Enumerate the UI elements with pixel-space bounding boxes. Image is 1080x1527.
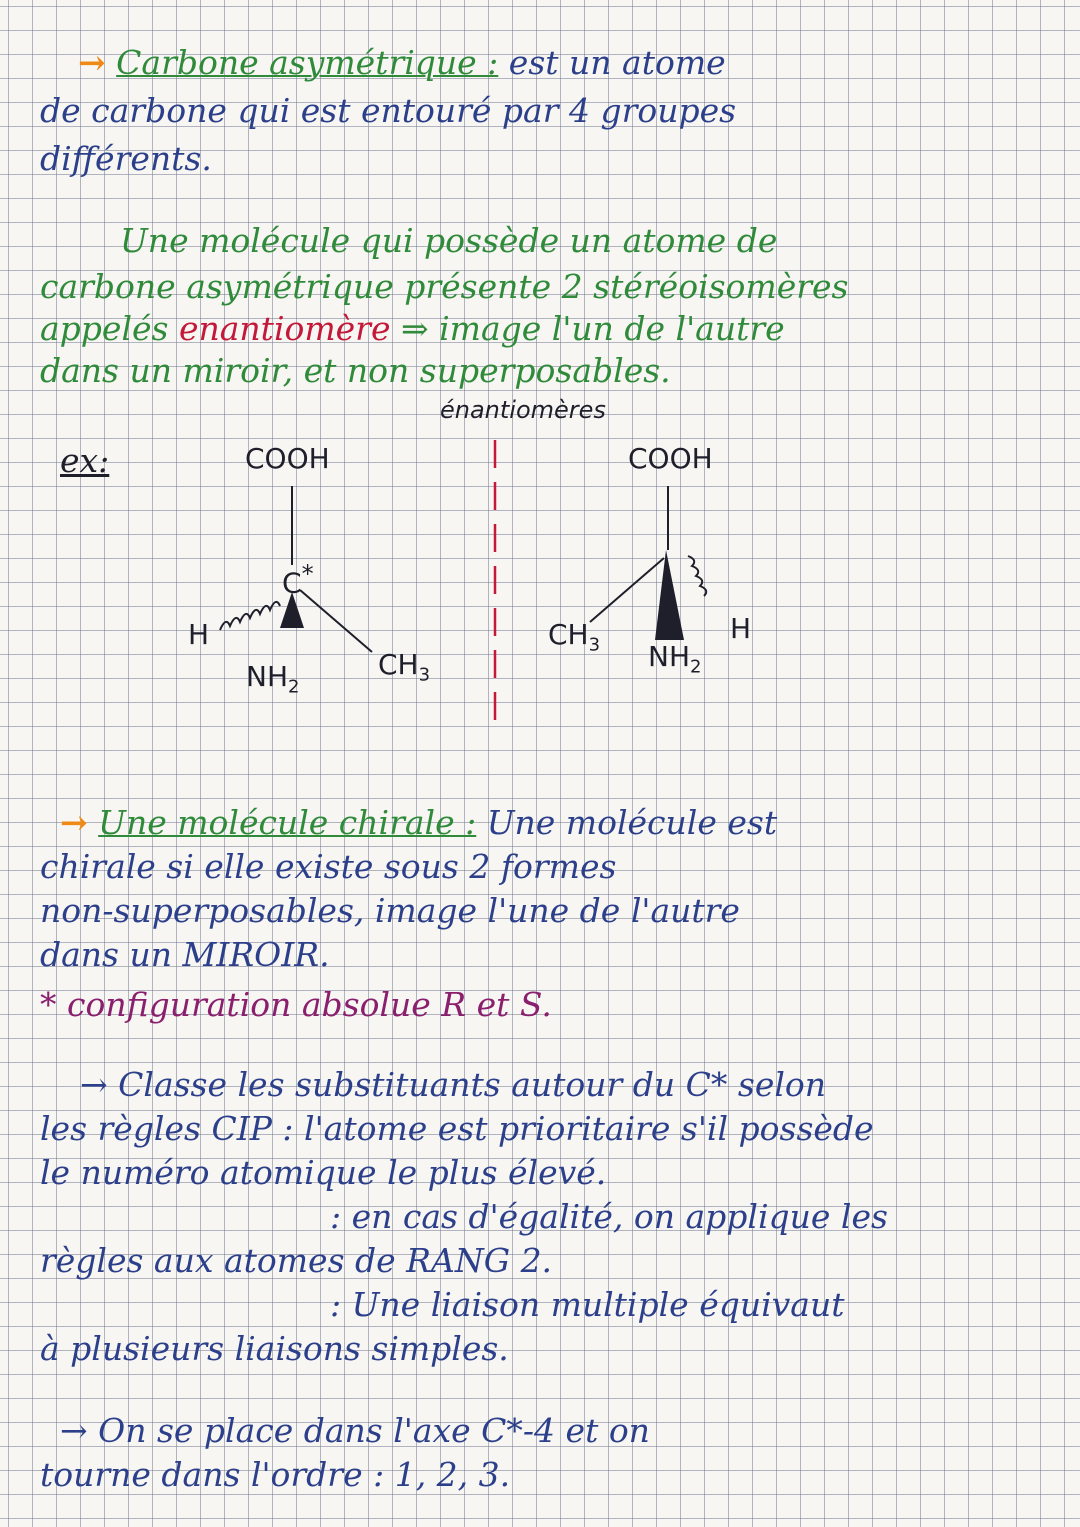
enantiomere-line4: dans un miroir, et non superposables. (40, 351, 671, 390)
left-nh2-sub: 2 (288, 676, 300, 698)
arrow-icon: → (60, 803, 88, 842)
arrow-icon: → (78, 43, 106, 82)
right-cooh: COOH (628, 442, 713, 475)
enantiomere-line1: Une molécule qui possède un atome de (120, 221, 778, 260)
chirale-line4: dans un MIROIR. (40, 935, 330, 974)
right-bond-left (590, 558, 664, 622)
cip-line6: : Une liaison multiple équivaut (330, 1285, 845, 1324)
right-nh2-sub: 2 (690, 656, 702, 678)
asymmetric-star: * (301, 560, 314, 588)
chirale-term: Une molécule chirale : (98, 803, 477, 842)
right-ch3-sub: 3 (588, 634, 601, 656)
cip-line2: les règles CIP : l'atome est prioritaire s'il possède (40, 1109, 874, 1148)
left-nh2-text: NH (246, 660, 288, 693)
chirale-line1 (60, 804, 777, 842)
cip-line4: : en cas d'égalité, on applique les (330, 1197, 888, 1236)
left-ch3 (378, 648, 430, 686)
left-cooh: COOH (245, 442, 330, 475)
left-ch3-sub: 3 (418, 664, 431, 686)
cip-line5: règles aux atomes de RANG 2. (40, 1241, 553, 1280)
carbone-def-line3: différents. (40, 139, 212, 178)
rotation-line2: tourne dans l'ordre : 1, 2, 3. (40, 1455, 511, 1494)
chirale-def-rest: Une molécule est (476, 803, 778, 842)
chirale-line2: chirale si elle existe sous 2 formes (40, 847, 617, 886)
right-nh2-text: NH (648, 640, 690, 673)
enantiomeres-caption: énantiomères (440, 396, 606, 424)
cip-line3: le numéro atomique le plus élevé. (40, 1153, 607, 1192)
configuration-heading: * configuration absolue R et S. (40, 985, 552, 1024)
carbone-def-rest: est un atome (498, 43, 726, 82)
left-ch3-text: CH (378, 648, 419, 681)
enantiomere-line2: carbone asymétrique présente 2 stéréoisomères (40, 267, 849, 306)
rotation-line1: → On se place dans l'axe C*-4 et on (60, 1411, 650, 1450)
right-ch3 (548, 618, 600, 656)
enantiomere-term: enantiomère (178, 309, 391, 348)
left-hash-bond (220, 602, 280, 630)
left-carbon (282, 560, 314, 599)
carbone-term: Carbone asymétrique : (116, 43, 499, 82)
left-h: H (188, 618, 210, 651)
carbone-def-line2: de carbone qui est entouré par 4 groupes (40, 91, 737, 130)
left-carbon-symbol: C (282, 566, 302, 600)
right-nh2 (648, 640, 701, 678)
enantiomere-line3-b: ⇒ image l'un de l'autre (390, 309, 785, 348)
right-hash-bond (688, 556, 706, 596)
cip-line7: à plusieurs liaisons simples. (40, 1329, 509, 1368)
left-nh2 (246, 660, 299, 698)
example-label: ex: (60, 441, 110, 480)
enantiomere-line3-a: appelés (40, 309, 179, 348)
right-wedge-bond (655, 550, 684, 640)
right-ch3-text: CH (548, 618, 589, 651)
chirale-line3: non-superposables, image l'une de l'autre (40, 891, 740, 930)
cip-line1: → Classe les substituants autour du C* selon (80, 1065, 827, 1104)
right-h: H (730, 612, 752, 645)
